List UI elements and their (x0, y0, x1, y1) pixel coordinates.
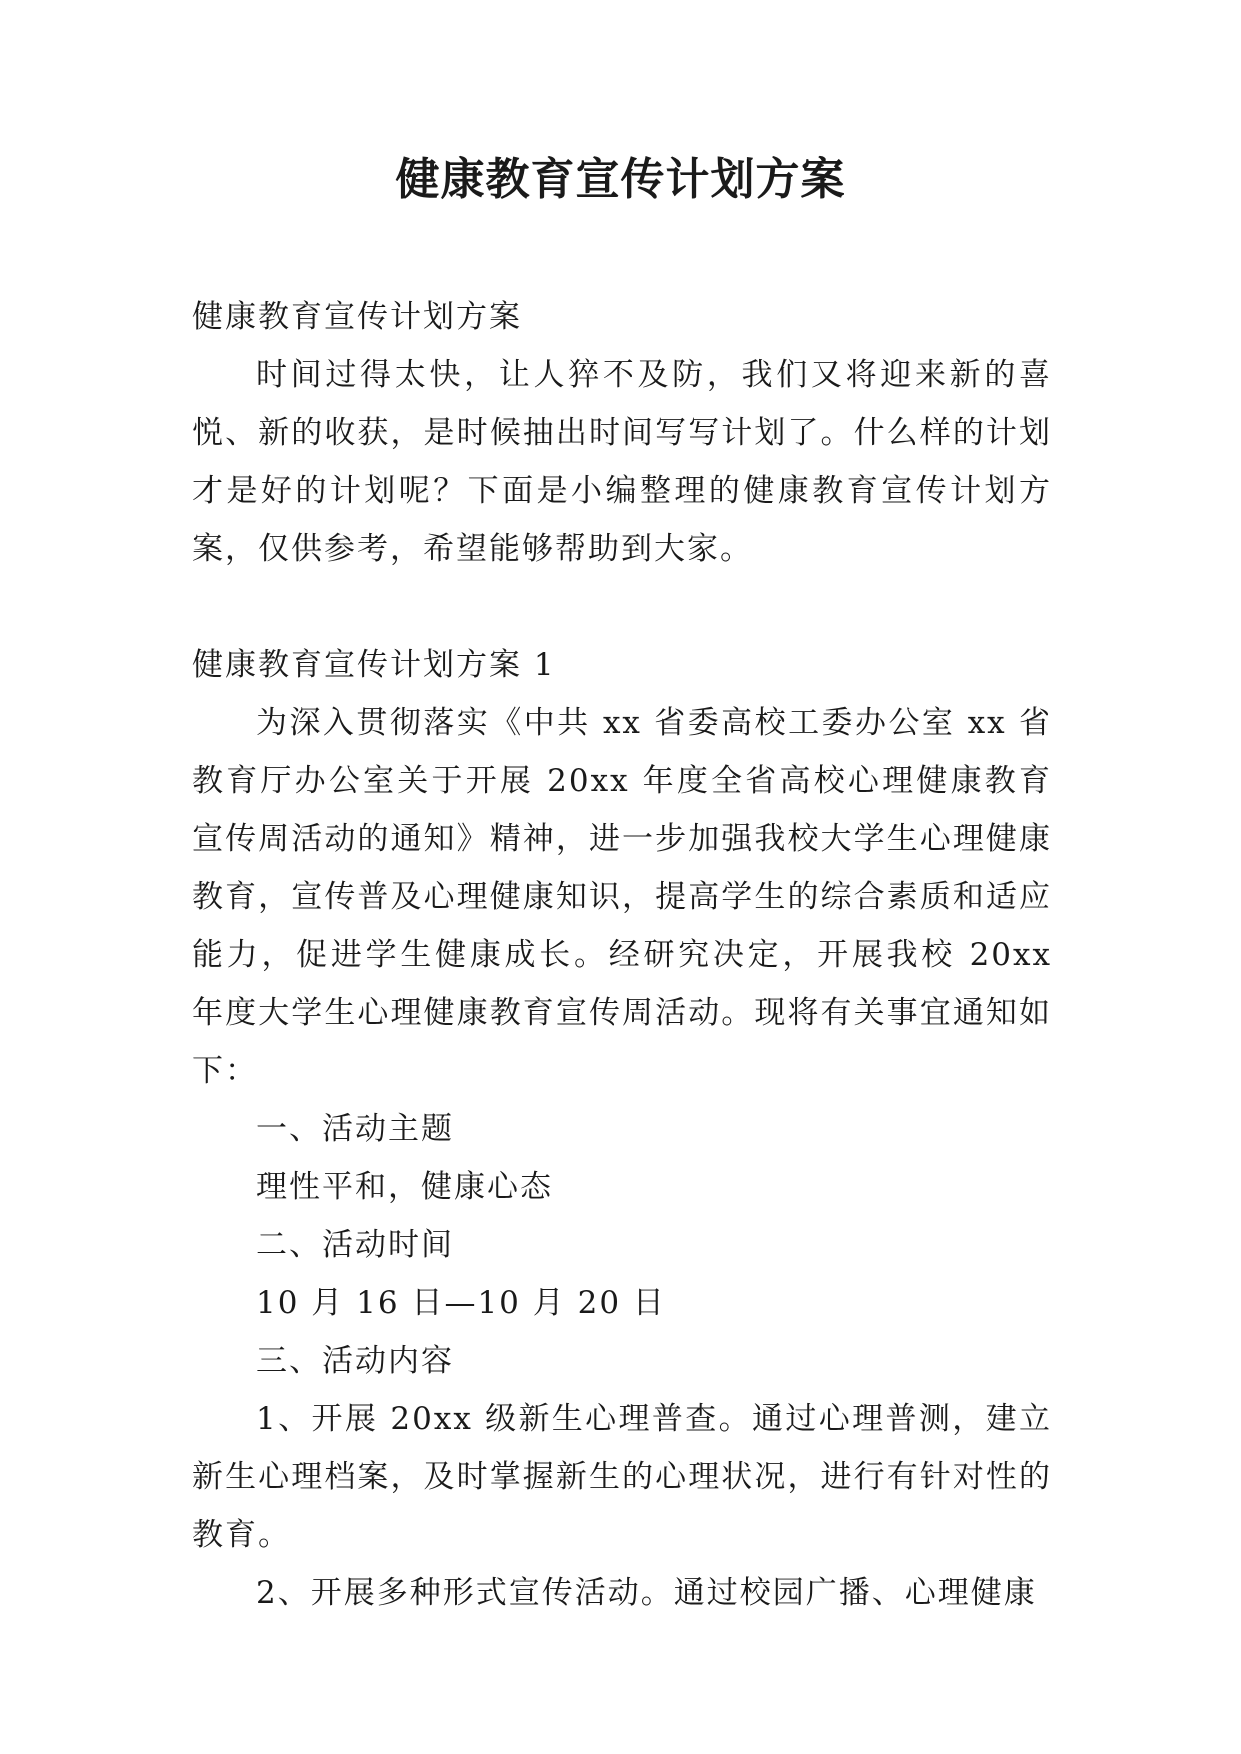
theme-text: 理性平和，健康心态 (256, 1169, 553, 1205)
document-title: 健康教育宣传计划方案 (395, 154, 846, 205)
time-text: 10 月 16 日—10 月 20 日 (256, 1285, 666, 1321)
content-heading: 三、活动内容 (256, 1343, 454, 1379)
document-body (192, 288, 1052, 1622)
content-item-2: 2、开展多种形式宣传活动。通过校园广播、心理健康 (256, 1575, 1037, 1611)
paragraph-gap (192, 578, 1052, 636)
section-paragraph: 为深入贯彻落实《中共 xx 省委高校工委办公室 xx 省教育厅办公室关于开展 20xx 年度全省高校心理健康教育宣传周活动的通知》精神，进一步加强我校大学生心理健康教育，宣传普及心理健康知识，提高学生的综合素质和适应能力，促进学生健康成长。经研究决定，开展我校 20xx 年度大学生心理健康教育宣传周活动。现将有关事宜通知如下： (192, 705, 1052, 1089)
time-heading: 二、活动时间 (256, 1227, 454, 1263)
theme-heading: 一、活动主题 (256, 1111, 454, 1147)
section-heading: 健康教育宣传计划方案 1 (192, 647, 556, 683)
intro-paragraph: 时间过得太快，让人猝不及防，我们又将迎来新的喜悦、新的收获，是时候抽出时间写写计划了。什么样的计划才是好的计划呢？下面是小编整理的健康教育宣传计划方案，仅供参考，希望能够帮助到大家。 (192, 357, 1052, 567)
document-subtitle: 健康教育宣传计划方案 (192, 299, 522, 335)
content-item-1: 1、开展 20xx 级新生心理普查。通过心理普测，建立新生心理档案，及时掌握新生的心理状况，进行有针对性的教育。 (192, 1401, 1052, 1553)
